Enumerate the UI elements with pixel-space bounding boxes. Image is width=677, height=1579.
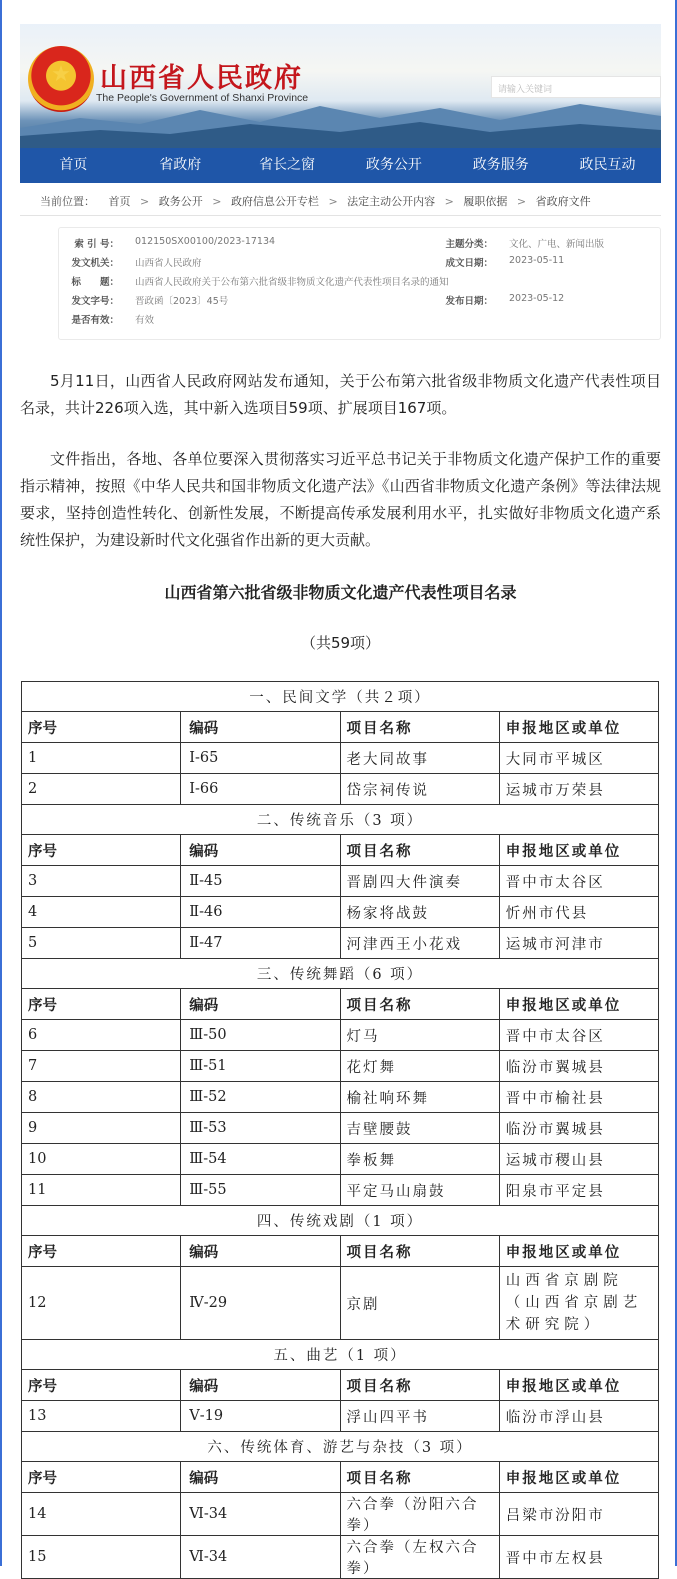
breadcrumb-label: 当前位置：: [40, 195, 95, 208]
header-code: 编码: [181, 1370, 340, 1401]
header-code: 编码: [181, 712, 340, 743]
cell-region: 忻州市代县: [499, 897, 658, 928]
breadcrumb-item[interactable]: 省政府文件: [535, 195, 591, 208]
meta-published-value: 2023-05-12: [509, 293, 565, 304]
header-index: 序号: [22, 1370, 181, 1401]
nav-home[interactable]: 首页: [59, 157, 88, 173]
nav-gov-affairs-open[interactable]: 政务公开: [365, 157, 422, 173]
article-paragraph-1: 5月11日，山西省人民政府网站发布通知，关于公布第六批省级非物质文化遗产代表性项目名录，共计226项入选，其中新入选项目59项、扩展项目167项。: [20, 372, 661, 417]
section-title: 六、传统体育、游艺与杂技（3 项）: [22, 1432, 659, 1462]
nav-interaction[interactable]: 政民互动: [579, 157, 636, 173]
meta-published-label: 发布日期：: [445, 296, 493, 307]
cell-project-name: 榆社响环舞: [340, 1082, 499, 1113]
breadcrumb-item[interactable]: 政务公开: [158, 195, 203, 208]
cell-code: Ⅱ-45: [181, 866, 340, 897]
header-code: 编码: [181, 1236, 340, 1267]
meta-topic-value: 文化、广电、新闻出版: [509, 239, 605, 250]
cell-index: 7: [22, 1051, 181, 1082]
meta-valid-label: 是否有效：: [71, 315, 119, 326]
breadcrumb-item[interactable]: 履职依据: [463, 195, 508, 208]
article-paragraph-2: 文件指出，各地、各单位要深入贯彻落实习近平总书记关于非物质文化遗产保护工作的重要指示精神，按照《中华人民共和国非物质文化遗产法》《山西省非物质文化遗产条例》等法律法规要求，坚持创造性转化、创新性发展，不断提高传承发展利用水平，扎实做好非物质文化遗产系统性保护，为建设新时代文化强省作出新的更大贡献。: [20, 450, 661, 549]
cell-project-name: 浮山四平书: [340, 1401, 499, 1432]
cell-code: Ⅵ-34: [181, 1493, 340, 1536]
document-metadata: [58, 227, 661, 340]
cell-index: 4: [22, 897, 181, 928]
cell-project-name: 吉壁腰鼓: [340, 1113, 499, 1144]
cell-project-name: 河津西王小花戏: [340, 928, 499, 959]
section-title: 四、传统戏剧（1 项）: [22, 1206, 659, 1236]
cell-code: Ⅲ-50: [181, 1020, 340, 1051]
cell-region: 临汾市翼城县: [499, 1113, 658, 1144]
meta-docno-label: 发文字号：: [71, 296, 119, 307]
cell-index: 2: [22, 774, 181, 805]
cell-project-name: 老大同故事: [340, 743, 499, 774]
cell-project-name: 灯马: [340, 1020, 499, 1051]
header-index: 序号: [22, 835, 181, 866]
cell-project-name: 京剧: [340, 1267, 499, 1340]
header-region: 申报地区或单位: [499, 835, 658, 866]
cell-region: 临汾市翼城县: [499, 1051, 658, 1082]
table-row: [22, 1267, 659, 1340]
cell-region: 运城市稷山县: [499, 1144, 658, 1175]
header-region: 申报地区或单位: [499, 1370, 658, 1401]
header-index: 序号: [22, 989, 181, 1020]
cell-region: 吕梁市汾阳市: [499, 1493, 658, 1536]
header-project-name: 项目名称: [340, 1236, 499, 1267]
cell-project-name: 岱宗祠传说: [340, 774, 499, 805]
site-banner: [20, 24, 661, 148]
header-index: 序号: [22, 1236, 181, 1267]
cell-code: Ⅵ-34: [181, 1536, 340, 1579]
heritage-table: [21, 681, 659, 1579]
meta-valid-value: 有效: [135, 315, 155, 326]
cell-index: 1: [22, 743, 181, 774]
meta-index-value: 012150SX00100/2023-17134: [135, 236, 276, 247]
cell-index: 3: [22, 866, 181, 897]
table-row: [22, 928, 659, 959]
cell-code: Ⅴ-19: [181, 1401, 340, 1432]
meta-issuer-label: 发文机关：: [71, 258, 119, 269]
nav-gov-services[interactable]: 政务服务: [472, 157, 529, 173]
breadcrumb-item[interactable]: 法定主动公开内容: [347, 195, 436, 208]
header-project-name: 项目名称: [340, 712, 499, 743]
table-row: [22, 1536, 659, 1579]
cell-index: 12: [22, 1267, 181, 1340]
cell-project-name: 杨家将战鼓: [340, 897, 499, 928]
cell-code: Ⅰ-65: [181, 743, 340, 774]
cell-region: 临汾市浮山县: [499, 1401, 658, 1432]
table-row: [22, 743, 659, 774]
meta-title-value: 山西省人民政府关于公布第六批省级非物质文化遗产代表性项目名录的通知: [135, 277, 449, 288]
breadcrumb-item[interactable]: 政府信息公开专栏: [230, 195, 319, 208]
header-index: 序号: [22, 1462, 181, 1493]
cell-project-name: 拳板舞: [340, 1144, 499, 1175]
header-code: 编码: [181, 1462, 340, 1493]
cell-project-name: 花灯舞: [340, 1051, 499, 1082]
cell-code: Ⅳ-29: [181, 1267, 340, 1340]
header-region: 申报地区或单位: [499, 989, 658, 1020]
section-title: 三、传统舞蹈（6 项）: [22, 959, 659, 989]
table-row: [22, 1082, 659, 1113]
breadcrumb-separator: >: [212, 195, 222, 208]
cell-region: 晋中市太谷区: [499, 1020, 658, 1051]
cell-code: Ⅲ-54: [181, 1144, 340, 1175]
cell-project-name: 六合拳（汾阳六合拳）: [340, 1493, 499, 1536]
cell-project-name: 六合拳（左权六合拳）: [340, 1536, 499, 1579]
cell-index: 5: [22, 928, 181, 959]
table-row: [22, 1493, 659, 1536]
meta-docno-value: 晋政函〔2023〕45号: [135, 296, 229, 307]
header-project-name: 项目名称: [340, 989, 499, 1020]
cell-code: Ⅲ-52: [181, 1082, 340, 1113]
header-project-name: 项目名称: [340, 1462, 499, 1493]
table-row: [22, 1051, 659, 1082]
header-region: 申报地区或单位: [499, 1236, 658, 1267]
cell-project-name: 平定马山扇鼓: [340, 1175, 499, 1206]
nav-provincial-gov[interactable]: 省政府: [159, 157, 202, 173]
cell-code: Ⅱ-46: [181, 897, 340, 928]
table-row: [22, 1175, 659, 1206]
cell-index: 15: [22, 1536, 181, 1579]
cell-region: 运城市万荣县: [499, 774, 658, 805]
breadcrumb: [20, 190, 661, 216]
meta-topic-label: 主题分类：: [445, 239, 493, 250]
cell-code: Ⅲ-55: [181, 1175, 340, 1206]
cell-region: 阳泉市平定县: [499, 1175, 658, 1206]
cell-region: 大同市平城区: [499, 743, 658, 774]
breadcrumb-separator: >: [140, 195, 150, 208]
cell-index: 11: [22, 1175, 181, 1206]
header-code: 编码: [181, 989, 340, 1020]
breadcrumb-separator: >: [516, 195, 527, 208]
cell-project-name: 晋剧四大件演奏: [340, 866, 499, 897]
cell-index: 8: [22, 1082, 181, 1113]
table-row: [22, 1113, 659, 1144]
list-title: 山西省第六批省级非物质文化遗产代表性项目名录: [164, 583, 517, 602]
breadcrumb-separator: >: [444, 195, 454, 208]
meta-written-label: 成文日期：: [445, 258, 493, 269]
cell-index: 14: [22, 1493, 181, 1536]
national-emblem-icon: ★: [28, 46, 94, 112]
section-title: 二、传统音乐（3 项）: [22, 805, 659, 835]
main-nav: [20, 148, 661, 183]
table-row: [22, 1020, 659, 1051]
cell-index: 6: [22, 1020, 181, 1051]
cell-region: 晋中市榆社县: [499, 1082, 658, 1113]
table-row: [22, 866, 659, 897]
table-row: [22, 1144, 659, 1175]
meta-issuer-value: 山西省人民政府: [135, 258, 202, 269]
cell-index: 9: [22, 1113, 181, 1144]
site-subtitle: The People's Government of Shanxi Province: [96, 92, 309, 104]
header-region: 申报地区或单位: [499, 712, 658, 743]
cell-region: 运城市河津市: [499, 928, 658, 959]
header-region: 申报地区或单位: [499, 1462, 658, 1493]
breadcrumb-item[interactable]: 首页: [108, 195, 131, 208]
cell-index: 13: [22, 1401, 181, 1432]
meta-title-label: 标 题：: [71, 277, 119, 288]
header-index: 序号: [22, 712, 181, 743]
cell-code: Ⅲ-51: [181, 1051, 340, 1082]
cell-index: 10: [22, 1144, 181, 1175]
nav-governor-window[interactable]: 省长之窗: [259, 157, 316, 173]
cell-region: 晋中市左权县: [499, 1536, 658, 1579]
cell-code: Ⅰ-66: [181, 774, 340, 805]
cell-region: 山西省京剧院（山西省京剧艺术研究院）: [499, 1267, 658, 1340]
header-project-name: 项目名称: [340, 1370, 499, 1401]
table-row: [22, 897, 659, 928]
header-code: 编码: [181, 835, 340, 866]
cell-region: 晋中市太谷区: [499, 866, 658, 897]
cell-code: Ⅲ-53: [181, 1113, 340, 1144]
table-row: [22, 774, 659, 805]
cell-code: Ⅱ-47: [181, 928, 340, 959]
search-input[interactable]: 请输入关键词: [491, 76, 661, 98]
section-title: 一、民间文学（共２项）: [22, 682, 659, 712]
table-row: [22, 1401, 659, 1432]
meta-written-value: 2023-05-11: [509, 255, 565, 266]
section-title: 五、曲艺（1 项）: [22, 1340, 659, 1370]
breadcrumb-separator: >: [328, 195, 338, 208]
meta-index-label: 索 引 号：: [74, 239, 119, 250]
site-title[interactable]: 山西省人民政府: [100, 63, 303, 94]
list-count: （共59项）: [300, 634, 381, 652]
header-project-name: 项目名称: [340, 835, 499, 866]
